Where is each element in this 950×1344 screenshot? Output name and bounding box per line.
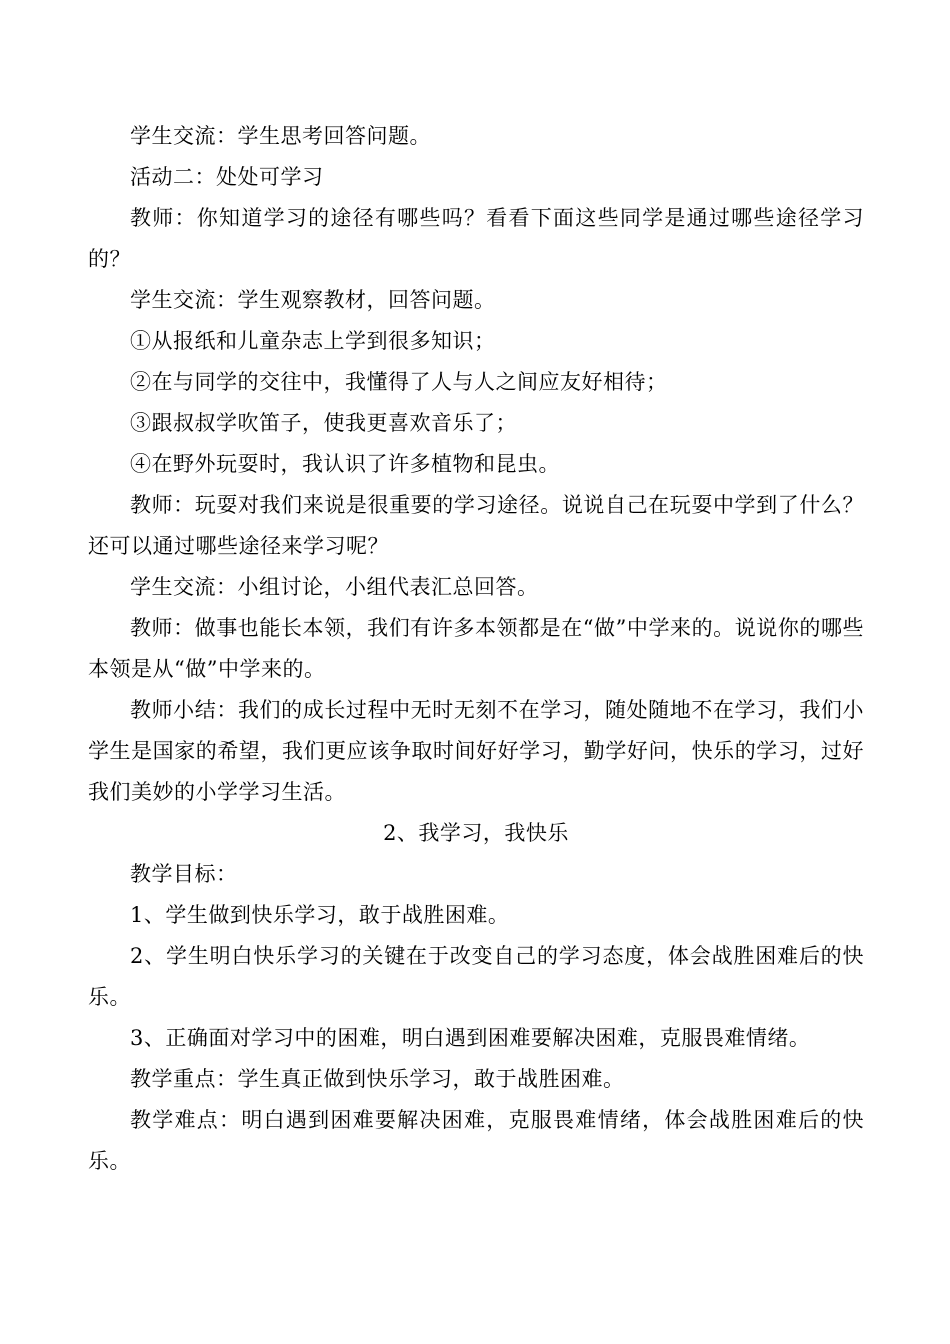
paragraph: 学生交流：小组讨论，小组代表汇总回答。	[130, 575, 539, 599]
activity-heading: 活动二：处处可学习	[130, 165, 324, 189]
objectives-heading: 教学目标：	[130, 862, 238, 886]
paragraph: 教师：玩耍对我们来说是很重要的学习途径。说说自己在玩耍中学到了什么？还可以通过哪些途径来学习呢？	[88, 493, 864, 558]
list-item: ③跟叔叔学吹笛子，使我更喜欢音乐了；	[130, 411, 517, 435]
paragraph: 教师：做事也能长本领，我们有许多本领都是在“做”中学来的。说说你的哪些本领是从“做”中学来的。	[88, 616, 864, 681]
list-item: ④在野外玩耍时，我认识了许多植物和昆虫。	[130, 452, 560, 476]
list-item: ①从报纸和儿童杂志上学到很多知识；	[130, 329, 496, 353]
paragraph: 学生交流：学生思考回答问题。	[130, 124, 431, 148]
teacher-summary: 教师小结：我们的成长过程中无时无刻不在学习，随处随地不在学习，我们小学生是国家的希望，我们更应该争取时间好好学习，勤学好问，快乐的学习，过好我们美妙的小学学习生活。	[88, 698, 864, 804]
document-page	[88, 116, 864, 1182]
list-item: ②在与同学的交往中，我懂得了人与人之间应友好相待；	[130, 370, 668, 394]
paragraph: 学生交流：学生观察教材，回答问题。	[130, 288, 496, 312]
objective-item: 3、正确面对学习中的困难，明白遇到困难要解决困难，克服畏难情绪。	[130, 1026, 811, 1050]
section-title: 2、我学习，我快乐	[383, 821, 569, 845]
objective-item: 1、学生做到快乐学习，敢于战胜困难。	[130, 903, 510, 927]
objective-item: 2、学生明白快乐学习的关键在于改变自己的学习态度，体会战胜困难后的快乐。	[88, 944, 864, 1009]
paragraph: 教师：你知道学习的途径有哪些吗？看看下面这些同学是通过哪些途径学习的？	[88, 206, 864, 271]
teaching-difficulty: 教学难点：明白遇到困难要解决困难，克服畏难情绪，体会战胜困难后的快乐。	[88, 1108, 864, 1173]
teaching-focus: 教学重点：学生真正做到快乐学习，敢于战胜困难。	[130, 1067, 625, 1091]
